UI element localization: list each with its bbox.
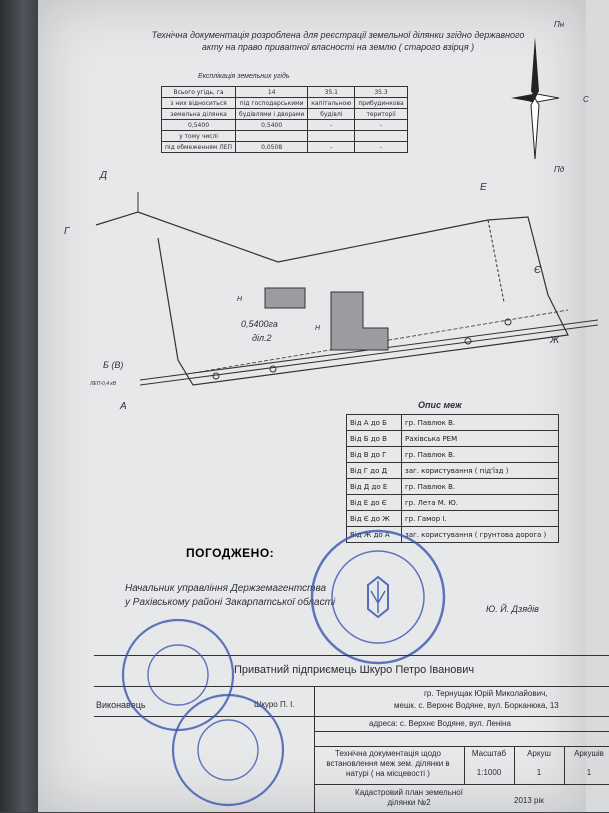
boundary-owner: заг. користування ( грунтова дорога ) (402, 527, 559, 543)
table-row (347, 495, 559, 511)
boundary-owner: гр. Павлюк В. (402, 447, 559, 463)
expl-cell: Всього угідь, га (162, 87, 236, 98)
scale-value: 1:1000 (476, 768, 502, 777)
boundary-owner: гр. Павлюк В. (402, 415, 559, 431)
expl-cell: території (355, 109, 407, 120)
company-name: Приватний підприємець Шкуро Петро Іванович (234, 664, 475, 676)
approval-position-line1: Начальник управління Держземагентства (125, 583, 327, 594)
expl-cell: 35.1 (308, 87, 355, 98)
sheet-header: Аркуш (527, 749, 551, 758)
sheet-value: 1 (536, 768, 542, 777)
agency-seal (308, 527, 448, 667)
client-name: гр. Тернущак Юрій Миколайович, (424, 689, 548, 698)
expl-cell (355, 131, 407, 142)
executor-label: Виконавець (96, 700, 146, 710)
compass-rose-icon (505, 33, 565, 163)
approval-position-line2: у Рахівському районі Закарпатської області (125, 597, 336, 608)
boundary-owner: гр. Гамор І. (402, 511, 559, 527)
scale-header: Масштаб (471, 749, 507, 758)
corner-b: Б (В) (103, 360, 124, 370)
client-address: мешк. с. Верхнє Водяне, вул. Борканюка, 13 (394, 701, 559, 710)
compass-south: Пд (554, 165, 565, 174)
expl-cell (236, 131, 308, 142)
expl-cell: капітальною (308, 98, 355, 109)
expl-cell: 0,0508 (236, 142, 308, 153)
boundary-from-to: Від Ж до А (347, 527, 402, 543)
expl-cell: - (355, 120, 407, 131)
explication-caption: Експлікація земельних угідь (198, 73, 290, 80)
boundary-from-to: Від А до Б (347, 415, 402, 431)
expl-cell: будівлі (308, 109, 355, 120)
sheets-value: 1 (586, 768, 592, 777)
boundary-owner: Рахівська РЕМ (402, 431, 559, 447)
building-label-2: Н (315, 325, 321, 332)
compass-east: С (583, 95, 589, 104)
corner-g: Г (64, 226, 70, 237)
boundary-from-to: Від Г до Д (347, 463, 402, 479)
corner-e: Е (480, 182, 487, 193)
entrepreneur-seal-2 (168, 690, 288, 810)
boundary-from-to: Від В до Г (347, 447, 402, 463)
table-row (347, 447, 559, 463)
sheets-header: Аркушів (574, 749, 604, 758)
expl-cell: під обмеженням ЛЕП (162, 142, 236, 153)
document-page (38, 0, 604, 812)
expl-cell: з них відноситься (162, 98, 236, 109)
expl-cell: земельна ділянка (162, 109, 236, 120)
approval-heading: ПОГОДЖЕНО: (186, 546, 275, 560)
expl-cell: - (308, 120, 355, 131)
explication-table (161, 86, 408, 153)
parcel-number: діл.2 (252, 333, 272, 343)
parcel-area: 0,5400га (241, 319, 278, 329)
site-address: адреса: с. Верхнє Водяне, вул. Леніна (369, 719, 511, 728)
boundary-from-to: Від Б до В (347, 431, 402, 447)
power-line-label: ЛЕП-0,4 кВ (90, 381, 117, 387)
boundary-from-to: Від Е до Є (347, 495, 402, 511)
table-row (347, 431, 559, 447)
compass-north: Пн (554, 20, 565, 29)
table-row (347, 479, 559, 495)
boundary-from-to: Від Є до Ж (347, 511, 402, 527)
approval-signer: Ю. Й. Дзядів (486, 604, 539, 614)
expl-cell: 0,5400 (162, 120, 236, 131)
document-description: Технічна документація щодо встановлення меж зем. ділянки в натурі ( на місцевості ) (326, 749, 450, 778)
expl-cell (308, 131, 355, 142)
expl-cell: будівлями і дворами (236, 109, 308, 120)
expl-cell: під господарськими (236, 98, 308, 109)
boundaries-title: Опис меж (418, 400, 462, 410)
corner-a: А (120, 401, 127, 412)
expl-cell: 35.3 (355, 87, 407, 98)
boundaries-table (346, 414, 559, 543)
corner-ye: Є (534, 265, 542, 276)
cadastral-plan-drawing (78, 170, 598, 410)
expl-cell: 14 (236, 87, 308, 98)
boundary-owner: заг. користування ( під'їзд ) (402, 463, 559, 479)
document-title: Технічна документація розроблена для реєстрації земельної ділянки згідно державного акту на право приватної власності на землю ( старого взірця ) (151, 30, 525, 52)
expl-cell: - (308, 142, 355, 153)
expl-cell: прибудинкова (355, 98, 407, 109)
approval-position (125, 582, 335, 610)
expl-cell: у тому числі (162, 131, 236, 142)
boundary-from-to: Від Д до Е (347, 479, 402, 495)
expl-cell: 0,5400 (236, 120, 308, 131)
plan-title: Кадастровий план земельної ділянки №2 (355, 788, 463, 807)
executor-name: Шкуро П. І. (254, 700, 295, 709)
expl-cell: - (355, 142, 407, 153)
building-label-1: Н (237, 296, 243, 303)
table-row (347, 511, 559, 527)
boundary-owner: гр. Лета М. Ю. (402, 495, 559, 511)
boundary-owner: гр. Павлюк В. (402, 479, 559, 495)
corner-zh: Ж (550, 335, 560, 346)
table-row (347, 415, 559, 431)
binder-edge (0, 0, 40, 812)
year: 2013 рік (514, 796, 544, 805)
table-row (347, 463, 559, 479)
corner-d: Д (100, 170, 108, 181)
